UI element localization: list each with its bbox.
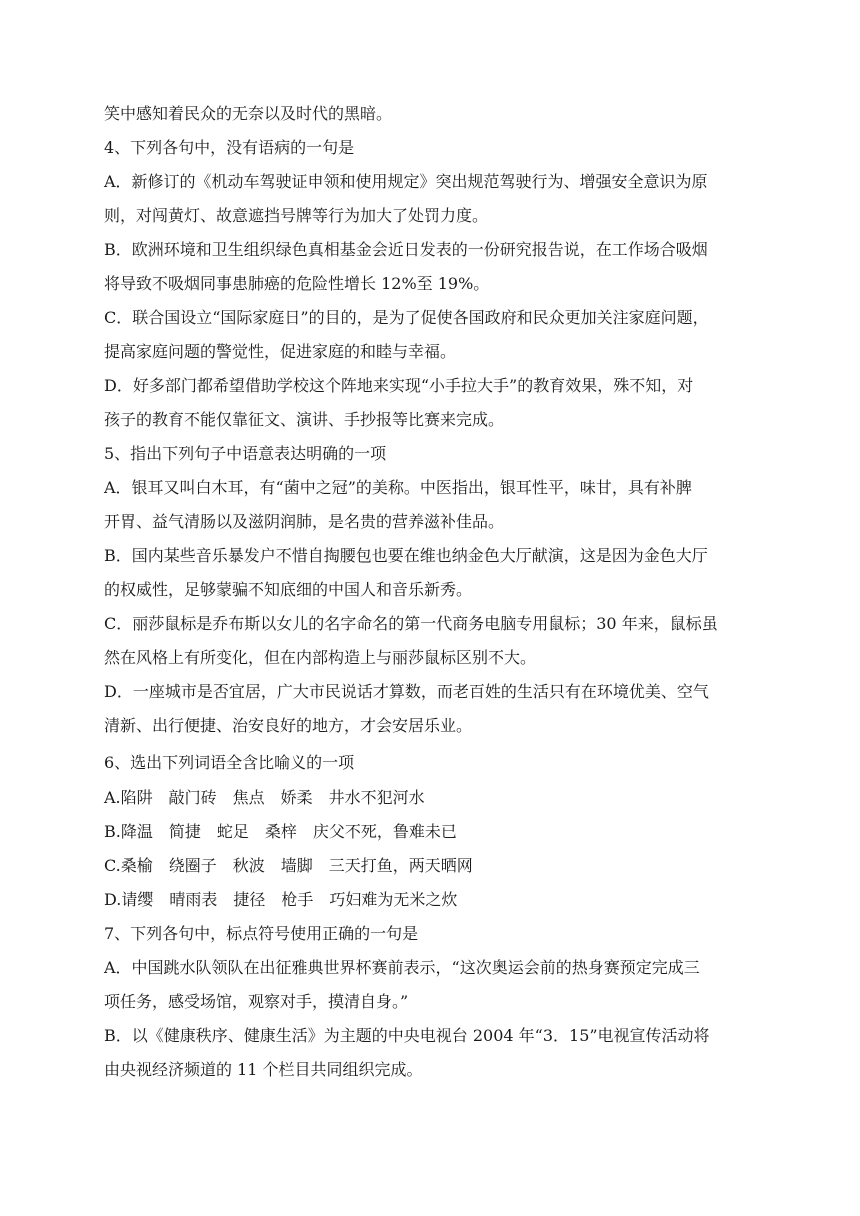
option-6d: D.请缨 晴雨表 捷径 枪手 巧妇难为无米之炊 [104, 890, 458, 909]
question-5-stem: 5、指出下列句子中语意表达明确的一项 [104, 444, 387, 463]
option-4d-line-2: 孩子的教育不能仅靠征文、演讲、手抄报等比赛来完成。 [104, 410, 505, 429]
option-4a-line-2: 则，对闯黄灯、故意遮挡号牌等行为加大了处罚力度。 [104, 206, 489, 225]
option-5a-line-2: 开胃、益气清肠以及滋阴润肺，是名贵的营养滋补佳品。 [104, 512, 505, 531]
option-6c: C.桑榆 绕圈子 秋波 墙脚 三天打鱼，两天晒网 [104, 856, 473, 875]
question-7-stem: 7、下列各句中，标点符号使用正确的一句是 [104, 924, 419, 943]
option-4a-line-1: A．新修订的《机动车驾驶证申领和使用规定》突出规范驾驶行为、增强安全意识为原 [104, 172, 708, 191]
option-7b-line-1: B．以《健康秩序、健康生活》为主题的中央电视台 2004 年“3．15”电视宣传活动将 [104, 1026, 710, 1045]
question-4-stem: 4、下列各句中，没有语病的一句是 [104, 138, 355, 157]
option-5c-line-2: 然在风格上有所变化，但在内部构造上与丽莎鼠标区别不大。 [104, 648, 537, 667]
text-line-1: 笑中感知着民众的无奈以及时代的黑暗。 [104, 104, 393, 123]
option-6a: A.陷阱 敲门砖 焦点 娇柔 井水不犯河水 [104, 788, 425, 807]
option-6b: B.降温 简捷 蛇足 桑梓 庆父不死，鲁难未已 [104, 822, 457, 841]
option-4b-line-1: B．欧洲环境和卫生组织绿色真相基金会近日发表的一份研究报告说，在工作场合吸烟 [104, 240, 708, 259]
option-7b-line-2: 由央视经济频道的 11 个栏目共同组织完成。 [104, 1060, 423, 1079]
option-7a-line-2: 项任务，感受场馆，观察对手，摸清自身。” [104, 992, 409, 1011]
option-5d-line-1: D．一座城市是否宜居，广大市民说话才算数，而老百姓的生活只有在环境优美、空气 [104, 682, 709, 701]
option-4c-line-2: 提高家庭问题的警觉性，促进家庭的和睦与幸福。 [104, 342, 457, 361]
option-5a-line-1: A．银耳又叫白木耳，有“菌中之冠”的美称。中医指出，银耳性平，味甘，具有补脾 [104, 478, 692, 497]
option-5d-line-2: 清新、出行便捷、治安良好的地方，才会安居乐业。 [104, 716, 473, 735]
option-4c-line-1: C．联合国设立“国际家庭日”的目的，是为了促使各国政府和民众更加关注家庭问题， [104, 308, 709, 327]
option-5b-line-1: B．国内某些音乐暴发户不惜自掏腰包也要在维也纳金色大厅献演，这是因为金色大厅 [104, 546, 708, 565]
question-6-stem: 6、选出下列词语全含比喻义的一项 [104, 753, 355, 772]
option-5b-line-2: 的权威性，足够蒙骗不知底细的中国人和音乐新秀。 [104, 580, 473, 599]
option-4d-line-1: D．好多部门都希望借助学校这个阵地来实现“小手拉大手”的教育效果，殊不知，对 [104, 376, 694, 395]
option-4b-line-2: 将导致不吸烟同事患肺癌的危险性增长 12%至 19%。 [104, 274, 490, 293]
option-5c-line-1: C．丽莎鼠标是乔布斯以女儿的名字命名的第一代商务电脑专用鼠标；30 年来，鼠标虽 [104, 614, 718, 633]
option-7a-line-1: A．中国跳水队领队在出征雅典世界杯赛前表示，“这次奥运会前的热身赛预定完成三 [104, 958, 700, 977]
